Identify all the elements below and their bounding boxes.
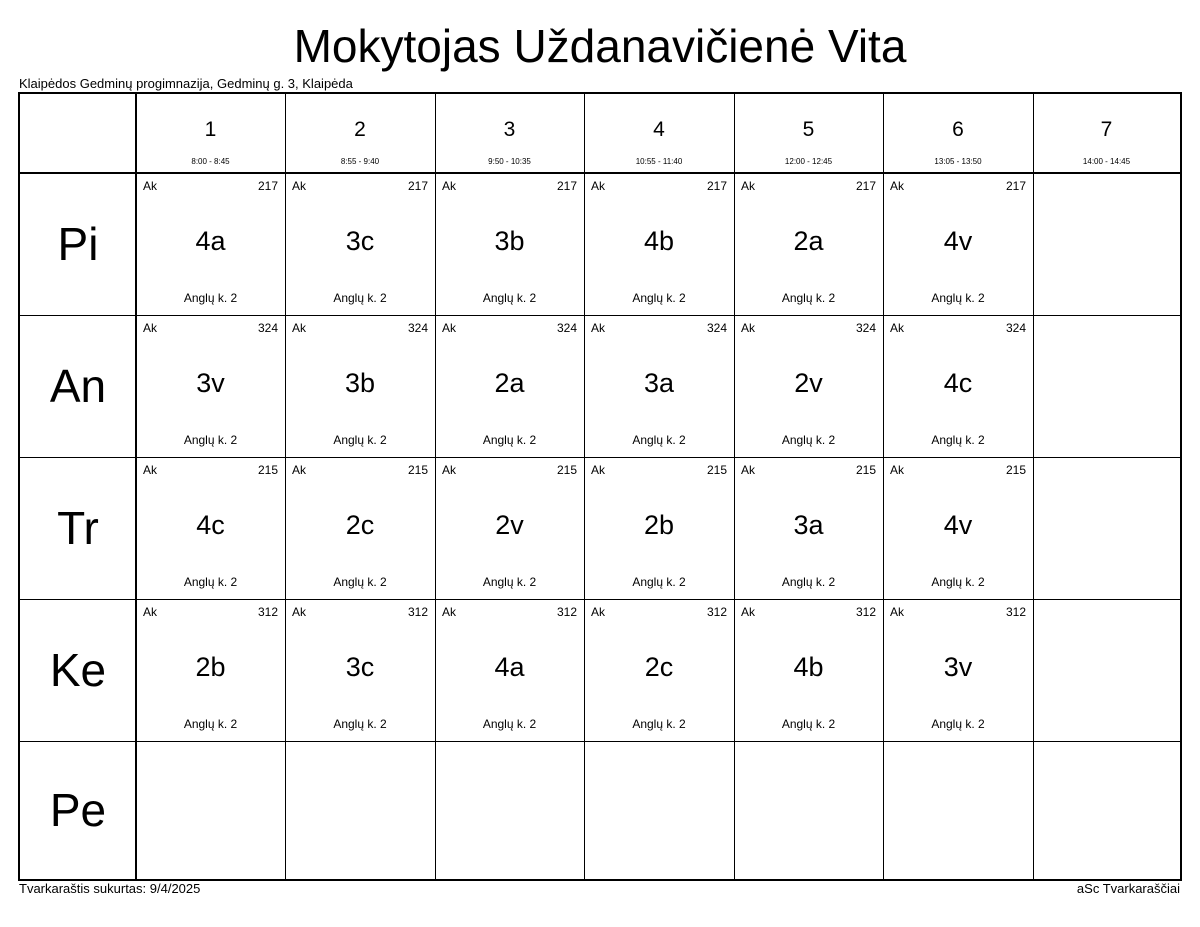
teacher-code: Ak [442,463,457,477]
teacher-code: Ak [591,321,606,335]
empty-cell [1033,741,1180,879]
subject-name: Anglų k. 2 [482,717,537,731]
room-number: 312 [556,605,577,619]
lesson-cell [584,315,734,457]
teacher-code: Ak [143,179,158,193]
period-number: 4 [653,118,665,141]
period-header [435,94,584,174]
lesson-cell [435,457,584,599]
room-number: 324 [257,321,278,335]
created-date: Tvarkaraštis sukurtas: 9/4/2025 [19,881,201,896]
teacher-code: Ak [442,605,457,619]
subject-name: Anglų k. 2 [781,291,836,305]
empty-cell [584,741,734,879]
class-name: 2b [195,652,226,682]
class-name: 3c [345,226,375,256]
room-number: 324 [407,321,428,335]
lesson-cell [883,173,1033,315]
lesson-cell [136,599,285,741]
teacher-code: Ak [143,605,158,619]
room-number: 312 [257,605,278,619]
subject-name: Anglų k. 2 [781,575,836,589]
teacher-code: Ak [442,321,457,335]
class-name: 3b [344,368,376,398]
class-name: 4a [195,226,226,256]
subject-name: Anglų k. 2 [632,717,686,731]
teacher-code: Ak [292,179,307,193]
class-name: 2a [793,226,824,256]
lesson-cell [285,599,435,741]
class-name: 3b [494,226,525,256]
subject-name: Anglų k. 2 [333,433,387,447]
day-label: Ke [49,644,107,696]
empty-cell [1033,457,1180,599]
subject-name: Anglų k. 2 [333,291,387,305]
room-number: 215 [556,463,577,477]
period-time: 9:50 - 10:35 [488,157,531,166]
teacher-code: Ak [741,605,756,619]
class-name: 3v [943,652,973,682]
period-header [883,94,1033,174]
lesson-cell [285,173,435,315]
room-number: 324 [855,321,876,335]
class-name: 3a [793,510,824,540]
lesson-cell [136,315,285,457]
empty-cell [1033,173,1180,315]
class-name: 3a [643,368,675,398]
class-name: 2b [643,510,675,540]
period-time: 8:00 - 8:45 [191,157,230,166]
lesson-cell [734,173,883,315]
period-time: 10:55 - 11:40 [635,157,683,166]
teacher-code: Ak [591,463,606,477]
teacher-code: Ak [741,321,756,335]
lesson-cell [285,315,435,457]
day-label: Pe [49,784,107,836]
class-name: 4b [793,652,824,682]
subject-name: Anglų k. 2 [183,575,238,589]
room-number: 312 [706,605,727,619]
subject-name: Anglų k. 2 [333,575,387,589]
period-number: 5 [802,118,815,141]
period-number: 1 [204,118,217,141]
period-time: 12:00 - 12:45 [784,157,833,166]
lesson-cell [734,599,883,741]
teacher-code: Ak [143,321,158,335]
lesson-cell [734,457,883,599]
subject-name: Anglų k. 2 [931,291,985,305]
teacher-code: Ak [591,605,606,619]
lesson-cell [136,457,285,599]
empty-cell [1033,315,1180,457]
subject-name: Anglų k. 2 [632,575,686,589]
teacher-code: Ak [442,179,457,193]
room-number: 215 [706,463,727,477]
teacher-code: Ak [292,321,307,335]
class-name: 4c [943,368,973,398]
period-header [584,94,734,174]
day-label: An [49,360,107,412]
lesson-cell [435,315,584,457]
class-name: 4b [643,226,675,256]
timetable-grid [18,92,1182,881]
lesson-cell [734,315,883,457]
empty-cell [285,741,435,879]
lesson-cell [285,457,435,599]
subject-name: Anglų k. 2 [183,717,238,731]
period-time: 8:55 - 9:40 [340,157,380,166]
subject-name: Anglų k. 2 [482,433,537,447]
class-name: 2c [644,652,674,682]
room-number: 217 [1005,179,1026,193]
teacher-code: Ak [890,463,905,477]
room-number: 312 [407,605,428,619]
empty-cell [734,741,883,879]
period-time: 13:05 - 13:50 [934,157,982,166]
class-name: 2a [494,368,525,398]
period-time: 14:00 - 14:45 [1082,157,1131,166]
class-name: 4c [196,510,225,540]
lesson-cell [584,599,734,741]
teacher-code: Ak [143,463,158,477]
room-number: 217 [556,179,577,193]
software-credit: aSc Tvarkaraščiai [1076,881,1180,896]
room-number: 217 [855,179,876,193]
room-number: 324 [556,321,577,335]
room-number: 217 [407,179,428,193]
room-number: 215 [407,463,428,477]
subject-name: Anglų k. 2 [183,433,238,447]
subject-name: Anglų k. 2 [183,291,238,305]
room-number: 312 [1005,605,1026,619]
class-name: 4v [943,510,973,540]
class-name: 4v [943,226,973,256]
empty-cell [136,741,285,879]
room-number: 215 [855,463,876,477]
empty-cell [1033,599,1180,741]
class-name: 2v [794,368,823,398]
lesson-cell [883,457,1033,599]
subject-name: Anglų k. 2 [781,717,836,731]
teacher-code: Ak [890,321,905,335]
subject-name: Anglų k. 2 [482,291,537,305]
empty-cell [883,741,1033,879]
room-number: 324 [706,321,727,335]
lesson-cell [435,599,584,741]
subject-name: Anglų k. 2 [482,575,537,589]
period-number: 2 [354,118,366,141]
subject-name: Anglų k. 2 [931,717,985,731]
subject-name: Anglų k. 2 [632,291,686,305]
period-number: 7 [1100,118,1113,141]
room-number: 312 [855,605,876,619]
period-header [734,94,883,174]
teacher-code: Ak [292,463,307,477]
class-name: 2c [345,510,375,540]
room-number: 217 [706,179,727,193]
teacher-code: Ak [890,605,905,619]
lesson-cell [883,315,1033,457]
room-number: 215 [1005,463,1026,477]
room-number: 324 [1005,321,1026,335]
teacher-code: Ak [741,179,756,193]
subject-name: Anglų k. 2 [333,717,387,731]
class-name: 3v [196,368,225,398]
period-header [1033,94,1180,174]
room-number: 215 [257,463,278,477]
teacher-code: Ak [741,463,756,477]
school-address: Klaipėdos Gedminų progimnazija, Gedminų g. 3, Klaipėda [19,76,353,91]
day-label: Pi [57,218,99,270]
room-number: 217 [257,179,278,193]
lesson-cell [136,173,285,315]
lesson-cell [584,173,734,315]
period-number: 6 [952,118,964,141]
subject-name: Anglų k. 2 [931,433,985,447]
lesson-cell [435,173,584,315]
class-name: 2v [495,510,524,540]
class-name: 3c [345,652,375,682]
period-number: 3 [503,118,516,141]
subject-name: Anglų k. 2 [632,433,686,447]
period-header [285,94,435,174]
teacher-code: Ak [292,605,307,619]
period-header [136,94,285,174]
empty-cell [435,741,584,879]
day-label: Tr [57,502,99,554]
subject-name: Anglų k. 2 [931,575,985,589]
lesson-cell [584,457,734,599]
teacher-code: Ak [890,179,905,193]
subject-name: Anglų k. 2 [781,433,836,447]
teacher-code: Ak [591,179,606,193]
page-title: Mokytojas Uždanavičienė Vita [293,20,907,72]
class-name: 4a [494,652,525,682]
lesson-cell [883,599,1033,741]
